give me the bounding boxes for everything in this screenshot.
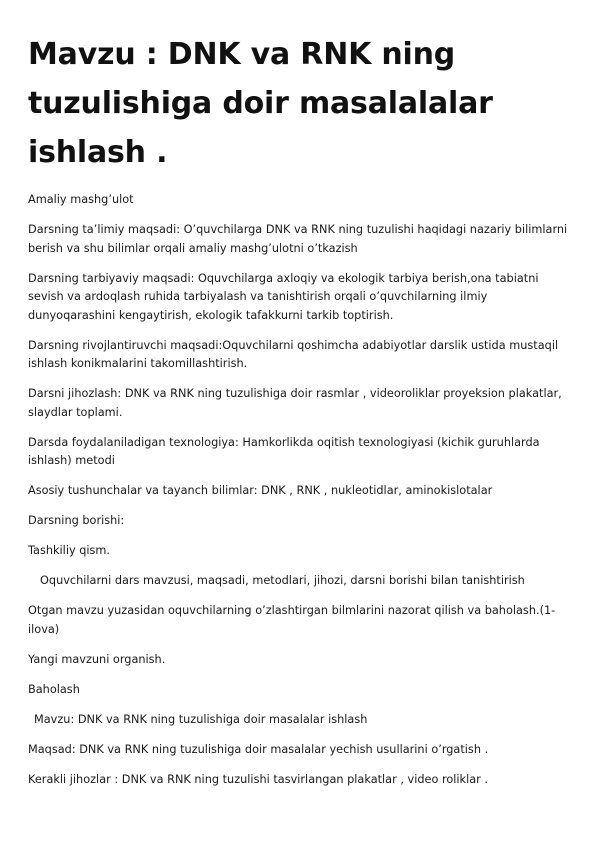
paragraph-equipment: Darsni jihozlash: DNK va RNK ning tuzulishiga doir rasmlar , videoroliklar proyeksion plakatlar, slaydlar toplami. — [28, 387, 562, 419]
paragraph-introduction: Oquvchilarni dars mavzusi, maqsadi, metodlari, jihozi, darsni borishi bilan tanishtirish — [40, 574, 525, 587]
page-title: Mavzu : DNK va RNK ning tuzulishiga doir masalalalar ishlash . — [28, 37, 493, 170]
document-page — [28, 30, 572, 801]
paragraph-educational-goal: Darsning ta’limiy maqsadi: O’quvchilarga DNK va RNK ning tuzulishi haqidagi nazariy bilimlarni berish va shu bilimlar orqali amaliy mashg’ulotni o’tkazish — [28, 223, 568, 255]
paragraph-required-equipment: Kerakli jihozlar : DNK va RNK ning tuzulishi tasvirlangan plakatlar , video roliklar . — [28, 772, 488, 786]
paragraph-grading: Baholash — [28, 682, 80, 696]
paragraph-assessment-previous: Otgan mavzu yuzasidan oquvchilarning o’zlashtirgan bilmlarini nazorat qilish va baholash.(1-ilova) — [28, 604, 556, 636]
paragraph-lesson-progress: Darsning borishi: — [28, 514, 125, 527]
paragraph-topic: Mavzu: DNK va RNK ning tuzulishiga doir masalalar ishlash — [34, 712, 368, 726]
paragraph-upbringing-goal: Darsning tarbiyaviy maqsadi: Oquvchilarga axloqiy va ekologik tarbiya berish,ona tabiatni sevish va ardoqlash ruhida tarbiyalash va tanishtirish orqali o’quvchilarning ilmiy dunyoqarashini kengaytirish, ekologik tafakkurni tarkib toptirish. — [28, 271, 539, 322]
paragraph-key-concepts: Asosiy tushunchalar va tayanch bilimlar: DNK , RNK , nukleotidlar, aminokislotalar — [28, 484, 493, 497]
paragraph-developmental-goal: Darsning rivojlantiruvchi maqsadi:Oquvchilarni qoshimcha adabiyotlar darslik ustida mustaqil ishlash konikmalarini takomillashtirish. — [28, 338, 559, 370]
paragraph-lesson-type: Amaliy mashg’ulot — [28, 193, 134, 206]
paragraph-organizational-part: Tashkiliy qism. — [28, 544, 111, 557]
paragraph-purpose: Maqsad: DNK va RNK ning tuzulishiga doir masalalar yechish usullarini o’rgatish . — [28, 742, 489, 756]
paragraph-new-topic: Yangi mavzuni organish. — [28, 652, 166, 666]
paragraph-technology: Darsda foydalaniladigan texnologiya: Hamkorlikda oqitish texnologiyasi (kichik guruhlarda ishlash) metodi — [28, 435, 540, 467]
